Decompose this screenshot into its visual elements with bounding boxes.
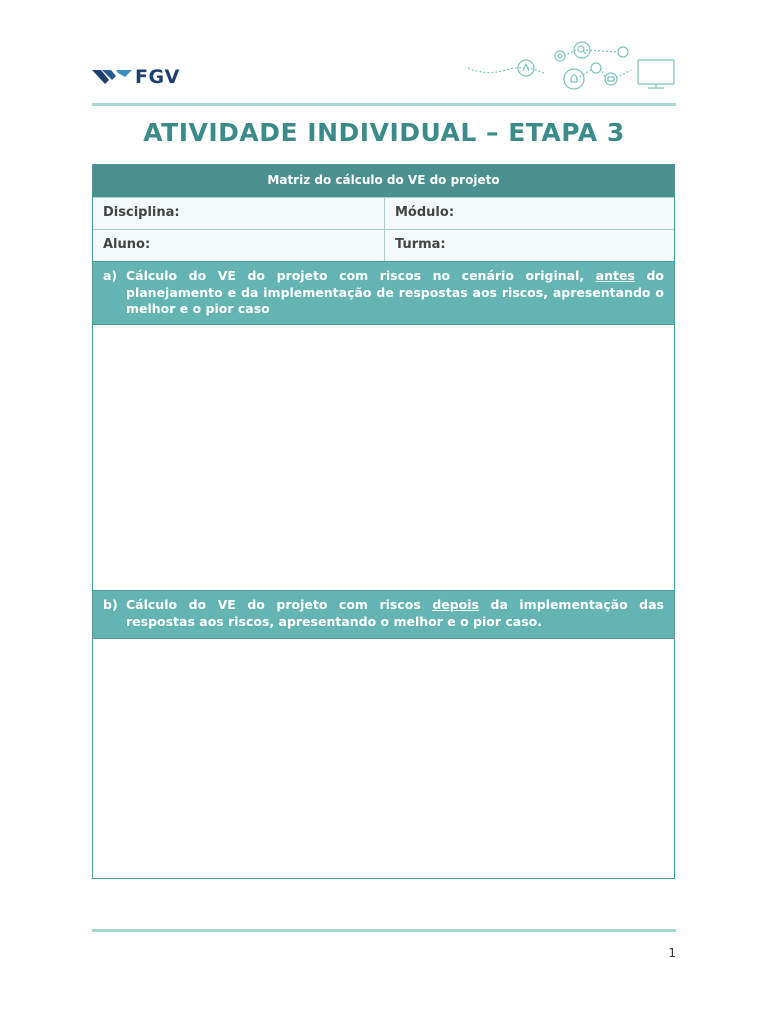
modulo-field[interactable]: Módulo: bbox=[395, 205, 455, 220]
question-b-text: Cálculo do VE do projeto com riscos depois da implementação das respostas aos riscos, apresentando o melhor e o pior caso. bbox=[126, 597, 664, 629]
fgv-logo-mark-icon bbox=[92, 70, 132, 84]
turma-field[interactable]: Turma: bbox=[395, 237, 446, 252]
question-a-letter: a) bbox=[103, 268, 118, 283]
page-title: ATIVIDADE INDIVIDUAL – ETAPA 3 bbox=[143, 118, 625, 147]
row-aluno-turma bbox=[93, 229, 674, 261]
matrix-header: Matriz do cálculo do VE do projeto bbox=[93, 165, 674, 197]
question-b-letter: b) bbox=[103, 597, 118, 612]
question-b-emphasis: depois bbox=[432, 597, 479, 612]
question-a bbox=[93, 261, 674, 324]
disciplina-field[interactable]: Disciplina: bbox=[93, 198, 385, 229]
answer-b-area[interactable] bbox=[93, 638, 674, 878]
answer-a-area[interactable] bbox=[93, 324, 674, 590]
question-a-emphasis: antes bbox=[595, 268, 635, 283]
logo-text: FGV bbox=[135, 66, 180, 88]
tech-illustration-icon bbox=[466, 40, 676, 96]
matrix-table bbox=[92, 164, 675, 879]
header-rule bbox=[92, 103, 676, 106]
aluno-field[interactable]: Aluno: bbox=[93, 230, 385, 261]
question-a-text: Cálculo do VE do projeto com riscos no cenário original, antes do planejamento e da implementação de respostas aos riscos, apresentando o melhor e o pior caso bbox=[126, 268, 664, 316]
fgv-logo bbox=[92, 66, 180, 88]
footer-rule bbox=[92, 929, 676, 932]
page-header bbox=[92, 40, 676, 100]
page-number: 1 bbox=[668, 946, 676, 960]
question-b bbox=[93, 590, 674, 638]
row-disciplina-modulo bbox=[93, 197, 674, 229]
